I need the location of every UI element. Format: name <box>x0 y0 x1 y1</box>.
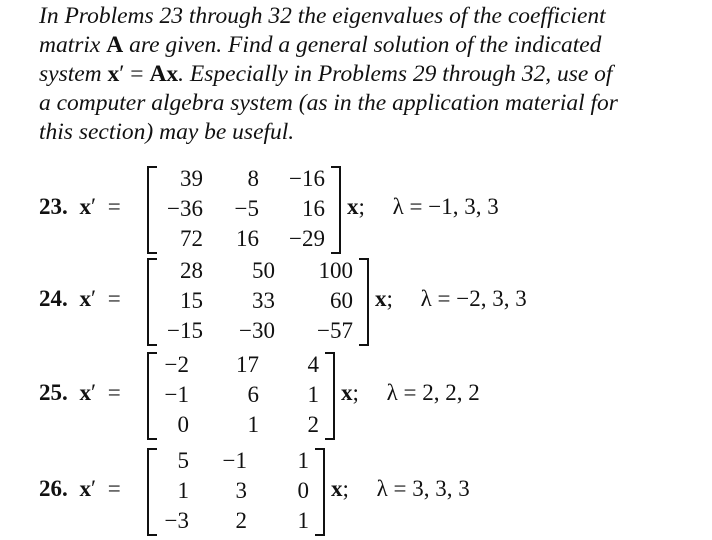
matrix-cell: 0 <box>177 412 189 437</box>
eigenvalues: λ = 2, 2, 2 <box>386 380 480 405</box>
matrix-cell: 1 <box>297 508 309 533</box>
instructions-line-4: a computer algebra system (as in the application material for <box>39 90 618 116</box>
matrix-cell: −15 <box>167 318 203 343</box>
left-bracket <box>147 258 157 346</box>
eigenvalues: λ = 3, 3, 3 <box>376 476 470 501</box>
matrix-cell: 2 <box>307 412 319 437</box>
problem-number: 25. <box>39 380 68 405</box>
instructions-line-5: this section) may be useful. <box>39 119 295 145</box>
matrix-cell: −2 <box>164 352 189 377</box>
matrix-cell: 33 <box>252 288 275 313</box>
matrix-cell: −3 <box>164 508 189 533</box>
matrix-cell: 6 <box>247 382 259 407</box>
matrix-cell: 39 <box>180 166 203 191</box>
problem-26 <box>39 446 699 536</box>
state-vector: x <box>341 380 353 405</box>
problem-label: 25. x′ = <box>39 380 121 405</box>
instructions-line-1: In Problems 23 through 32 the eigenvalues of the coefficient <box>39 3 606 29</box>
right-bracket <box>331 166 341 254</box>
matrix-cell: −5 <box>234 196 259 221</box>
matrix-cell: 28 <box>180 258 203 283</box>
matrix-cell: 1 <box>177 478 189 503</box>
eigenvalue-statement: x; λ = 3, 3, 3 <box>331 476 470 501</box>
problem-24 <box>39 256 699 346</box>
matrix-cell: 60 <box>330 288 353 313</box>
matrix-cell: 2 <box>235 508 247 533</box>
matrix-cell: 1 <box>247 412 259 437</box>
right-bracket <box>359 258 369 346</box>
vector-symbol-x: x <box>107 61 120 87</box>
eigenvalues: λ = −2, 3, 3 <box>420 286 527 311</box>
matrix-cell: 1 <box>307 382 319 407</box>
equals-sign: = <box>107 476 121 501</box>
matrix-cell: 17 <box>236 352 259 377</box>
right-bracket <box>325 352 335 440</box>
matrix-cell: −36 <box>167 196 203 221</box>
matrix-cell: 3 <box>235 478 247 503</box>
matrix-symbol-A: A <box>106 32 124 58</box>
matrix-cell: 5 <box>177 448 189 473</box>
equals-sign: = <box>107 380 121 405</box>
eigenvalue-statement: x; λ = 2, 2, 2 <box>341 380 480 405</box>
lhs-vector: x <box>79 476 91 501</box>
problem-25 <box>39 350 699 440</box>
problem-number: 26. <box>39 476 68 501</box>
matrix-cell: −29 <box>289 226 325 251</box>
matrix-cell: −57 <box>317 318 353 343</box>
matrix-cell: −1 <box>222 448 247 473</box>
coefficient-matrix <box>147 446 325 536</box>
eigenvalue-statement: x; λ = −2, 3, 3 <box>375 286 527 311</box>
matrix-cell: 50 <box>252 258 275 283</box>
matrix-cell: −1 <box>164 382 189 407</box>
matrix-cell: 15 <box>180 288 203 313</box>
matrix-cell: 16 <box>302 196 325 221</box>
eigenvalue-statement: x; λ = −1, 3, 3 <box>347 194 499 219</box>
problem-number: 24. <box>39 286 68 311</box>
matrix-cell: 8 <box>247 166 259 191</box>
coefficient-matrix <box>147 350 335 440</box>
right-bracket <box>315 448 325 536</box>
problem-label: 24. x′ = <box>39 286 121 311</box>
eigenvalues: λ = −1, 3, 3 <box>392 194 499 219</box>
problem-23 <box>39 164 699 254</box>
product-symbol-Ax: Ax <box>149 61 179 87</box>
left-bracket <box>147 448 157 536</box>
matrix-cell: 16 <box>236 226 259 251</box>
problem-number: 23. <box>39 194 68 219</box>
matrix-cell: 0 <box>297 478 309 503</box>
matrix-cell: −16 <box>289 166 325 191</box>
matrix-cell: 4 <box>307 352 319 377</box>
matrix-cell: 72 <box>180 226 203 251</box>
coefficient-matrix <box>147 256 369 346</box>
equals-sign: = <box>107 286 121 311</box>
left-bracket <box>147 166 157 254</box>
left-bracket <box>147 352 157 440</box>
lhs-vector: x <box>79 286 91 311</box>
equals-sign: = <box>107 194 121 219</box>
coefficient-matrix <box>147 164 341 254</box>
state-vector: x <box>347 194 359 219</box>
lhs-vector: x <box>79 380 91 405</box>
instructions-line-3: system x′ = Ax. Especially in Problems 29 through 32, use of <box>39 61 613 87</box>
problem-label: 23. x′ = <box>39 194 121 219</box>
state-vector: x <box>331 476 343 501</box>
matrix-cell: 1 <box>297 448 309 473</box>
state-vector: x <box>375 286 387 311</box>
matrix-cell: 100 <box>318 258 353 283</box>
instructions-line-2: matrix A are given. Find a general solution of the indicated <box>39 32 602 58</box>
problem-set-instructions <box>39 2 689 147</box>
matrix-cell: −30 <box>239 318 275 343</box>
problem-label: 26. x′ = <box>39 476 121 501</box>
lhs-vector: x <box>79 194 91 219</box>
